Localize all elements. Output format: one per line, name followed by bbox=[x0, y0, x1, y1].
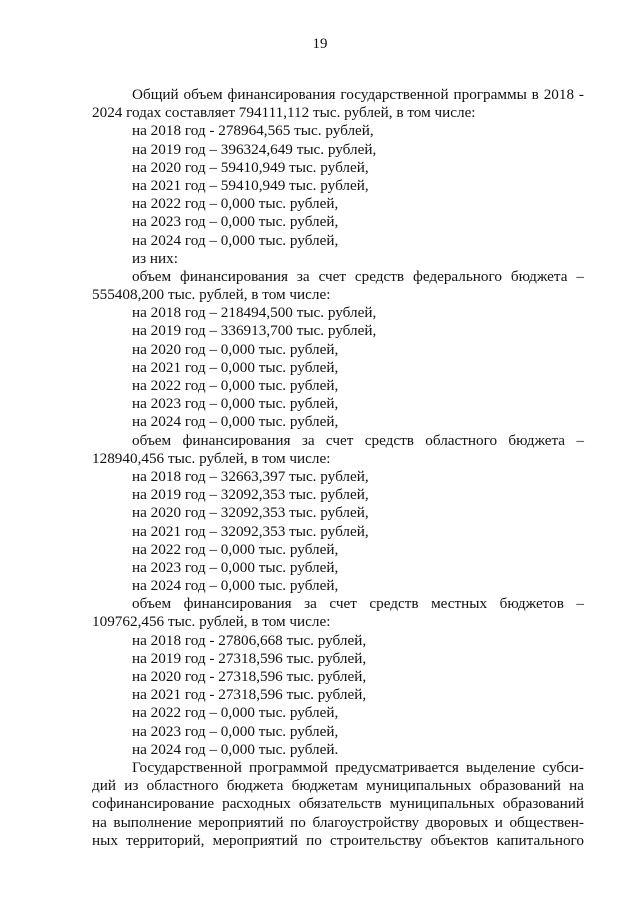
text-line: 109762,456 тыс. рублей, в том числе: bbox=[92, 613, 331, 631]
text-line: 128940,456 тыс. рублей, в том числе: bbox=[92, 449, 331, 467]
text-line: на 2024 год – 0,000 тыс. рублей, bbox=[132, 413, 339, 431]
text-line: на 2018 год – 218494,500 тыс. рублей, bbox=[132, 304, 377, 322]
text-line: из них: bbox=[132, 249, 178, 267]
text-line: на 2024 год – 0,000 тыс. рублей. bbox=[132, 740, 339, 758]
text-line: дий из областного бюджета бюджетам муниципальных образований на bbox=[92, 777, 584, 795]
text-line: на 2019 год – 336913,700 тыс. рублей, bbox=[132, 322, 377, 340]
text-line: на 2019 год – 396324,649 тыс. рублей, bbox=[132, 140, 377, 158]
text-line: на 2021 год – 59410,949 тыс. рублей, bbox=[132, 176, 369, 194]
text-line: на 2022 год – 0,000 тыс. рублей, bbox=[132, 704, 339, 722]
text-line: на выполнение мероприятий по благоустройству дворовых и обществен- bbox=[92, 813, 584, 831]
text-line: на 2024 год – 0,000 тыс. рублей, bbox=[132, 231, 339, 249]
text-line: на 2022 год – 0,000 тыс. рублей, bbox=[132, 195, 339, 213]
text-line: на 2020 год – 0,000 тыс. рублей, bbox=[132, 340, 339, 358]
text-line: на 2023 год – 0,000 тыс. рублей, bbox=[132, 395, 339, 413]
text-line: на 2019 год – 32092,353 тыс. рублей, bbox=[132, 486, 369, 504]
text-line: 2024 годах составляет 794111,112 тыс. рублей, в том числе: bbox=[92, 104, 476, 122]
text-line: на 2023 год – 0,000 тыс. рублей, bbox=[132, 213, 339, 231]
text-line: на 2019 год - 27318,596 тыс. рублей, bbox=[132, 649, 367, 667]
text-line: Государственной программой предусматривается выделение субси- bbox=[132, 758, 584, 776]
text-line: Общий объем финансирования государственной программы в 2018 - bbox=[132, 86, 584, 103]
text-line: на 2022 год – 0,000 тыс. рублей, bbox=[132, 377, 339, 394]
text-line: на 2020 год – 59410,949 тыс. рублей, bbox=[132, 158, 369, 176]
text-line: софинансирование расходных обязательств муниципальных образований bbox=[92, 795, 584, 813]
text-line: на 2020 год – 32092,353 тыс. рублей, bbox=[132, 504, 369, 522]
text-line: 555408,200 тыс. рублей, в том числе: bbox=[92, 286, 331, 304]
text-line: на 2024 год – 0,000 тыс. рублей, bbox=[132, 577, 339, 595]
text-line: объем финансирования за счет средств областного бюджета – bbox=[132, 431, 584, 449]
text-line: на 2023 год – 0,000 тыс. рублей, bbox=[132, 722, 339, 740]
text-line: на 2018 год - 278964,565 тыс. рублей, bbox=[132, 122, 374, 140]
text-line: на 2020 год - 27318,596 тыс. рублей, bbox=[132, 668, 367, 685]
text-line: на 2021 год – 32092,353 тыс. рублей, bbox=[132, 522, 369, 540]
text-line: на 2018 год - 27806,668 тыс. рублей, bbox=[132, 631, 367, 649]
text-line: ных территорий, мероприятий по строительству объектов капитального bbox=[92, 831, 584, 849]
text-line: на 2021 год - 27318,596 тыс. рублей, bbox=[132, 686, 367, 704]
text-line: на 2021 год – 0,000 тыс. рублей, bbox=[132, 358, 339, 376]
text-line: на 2023 год – 0,000 тыс. рублей, bbox=[132, 558, 339, 576]
text-line: на 2022 год – 0,000 тыс. рублей, bbox=[132, 540, 339, 558]
text-line: на 2018 год – 32663,397 тыс. рублей, bbox=[132, 467, 369, 485]
document-body bbox=[92, 86, 584, 850]
page-number: 19 bbox=[312, 36, 328, 52]
text-line: объем финансирования за счет средств местных бюджетов – bbox=[132, 595, 584, 613]
text-line: объем финансирования за счет средств федерального бюджета – bbox=[132, 267, 584, 285]
